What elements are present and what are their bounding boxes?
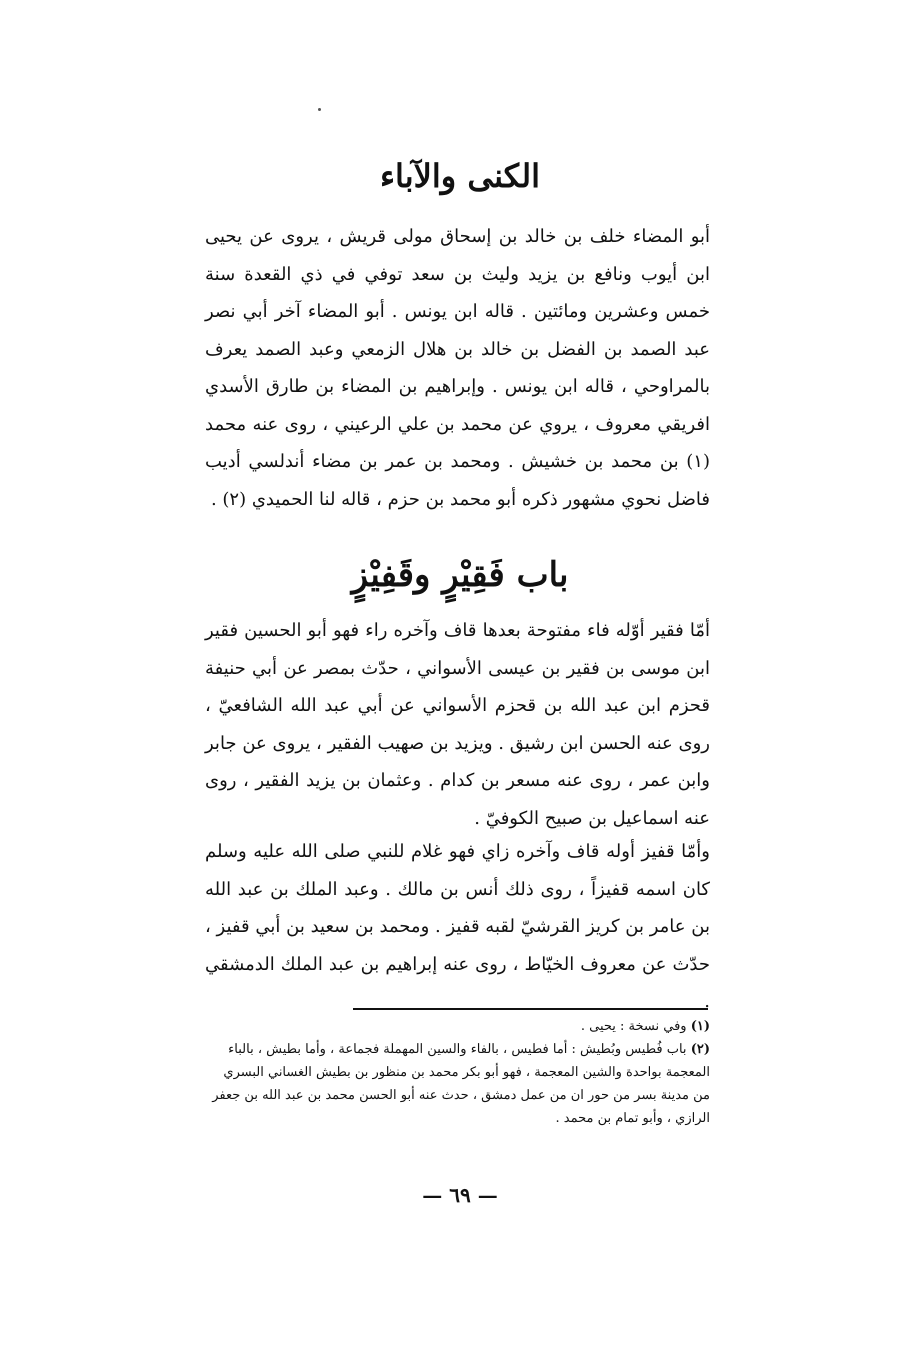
body-block-1 [205, 218, 710, 518]
section-title: باب فَقِيْرٍ وقَفِيْزٍ [351, 555, 569, 595]
running-head: الكنى والآباء [379, 157, 541, 195]
paragraph: أمّا فقير أوّله فاء مفتوحة بعدها قاف وآخره راء فهو أبو الحسين فقير ابن موسى بن فقير بن عيسى الأسواني ، حدّث بمصر عن أبي حنيفة قحزم ابن عبد الله بن قحزم الأسواني عن أبي عبد الله الشافعيّ ، روى عنه الحسن ابن رشيق . ويزيد بن صهيب الفقير ، يروى عن جابر وابن عمر ، روى عنه مسعر بن كدام . وعثمان بن يزيد الفقير ، روى عنه اسماعيل بن صبيح الكوفيّ . [205, 620, 711, 829]
footnote-number: (٢) [690, 1042, 710, 1057]
footnote-number: (١) [690, 1019, 710, 1034]
page-number: — ٦٩ — [422, 1183, 498, 1207]
body-block-2 [205, 612, 710, 837]
footnotes [205, 1015, 710, 1130]
paragraph: وأمّا قفيز أوله قاف وآخره زاي فهو غلام للنبي صلى الله عليه وسلم كان اسمه قفيزاً ، روى ذلك أنس بن مالك . وعبد الملك بن عبد الله بن عامر بن كريز القرشيّ لقبه قفيز . ومحمد بن سعيد بن أبي قفيز ، حدّث عن معروف الخيّاط ، روى عنه إبراهيم بن عبد الملك الدمشقي . [205, 841, 710, 1012]
footnote-rule [353, 1008, 708, 1010]
paragraph: أبو المضاء خلف بن خالد بن إسحاق مولى قريش ، يروى عن يحيى ابن أيوب ونافع بن يزيد وليث بن سعد توفي في ذي القعدة سنة خمس وعشرين ومائتين . قاله ابن يونس . أبو المضاء آخر أبي نصر عبد الصمد بن الفضل بن خالد بن هلال الزمعي وعبد الصمد يعرف بالمراوحي ، قاله ابن يونس . وإبراهيم بن المضاء بن طارق الأسدي افريقي معروف ، يروي عن محمد بن علي الرعيني ، روى عنه محمد (١) بن محمد بن خشيش . ومحمد بن عمر بن مضاء أندلسي أديب فاضل نحوي مشهور ذكره أبو محمد بن حزم ، قاله لنا الحميدي (٢) . [205, 226, 710, 510]
body-block-3 [205, 833, 710, 1021]
footnote-text: باب فُطيس وبُطيش : أما فطيس ، بالفاء والسين المهملة فجماعة ، وأما بطيش ، بالباء المعجمة بواحدة والشين المعجمة ، فهو أبو بكر محمد بن منظور بن بطيش الغساني البسري من مدينة بسر من حور ان من عمل دمشق ، حدث عنه أبو الحسن محمد بن عبد الله بن جعفر الرازي ، وأبو تمام بن محمد . [212, 1042, 710, 1126]
footnote-text: وفي نسخة : يحيى . [580, 1019, 687, 1034]
footnote [205, 1015, 710, 1038]
footnote [205, 1038, 710, 1130]
ink-speck [318, 108, 321, 111]
